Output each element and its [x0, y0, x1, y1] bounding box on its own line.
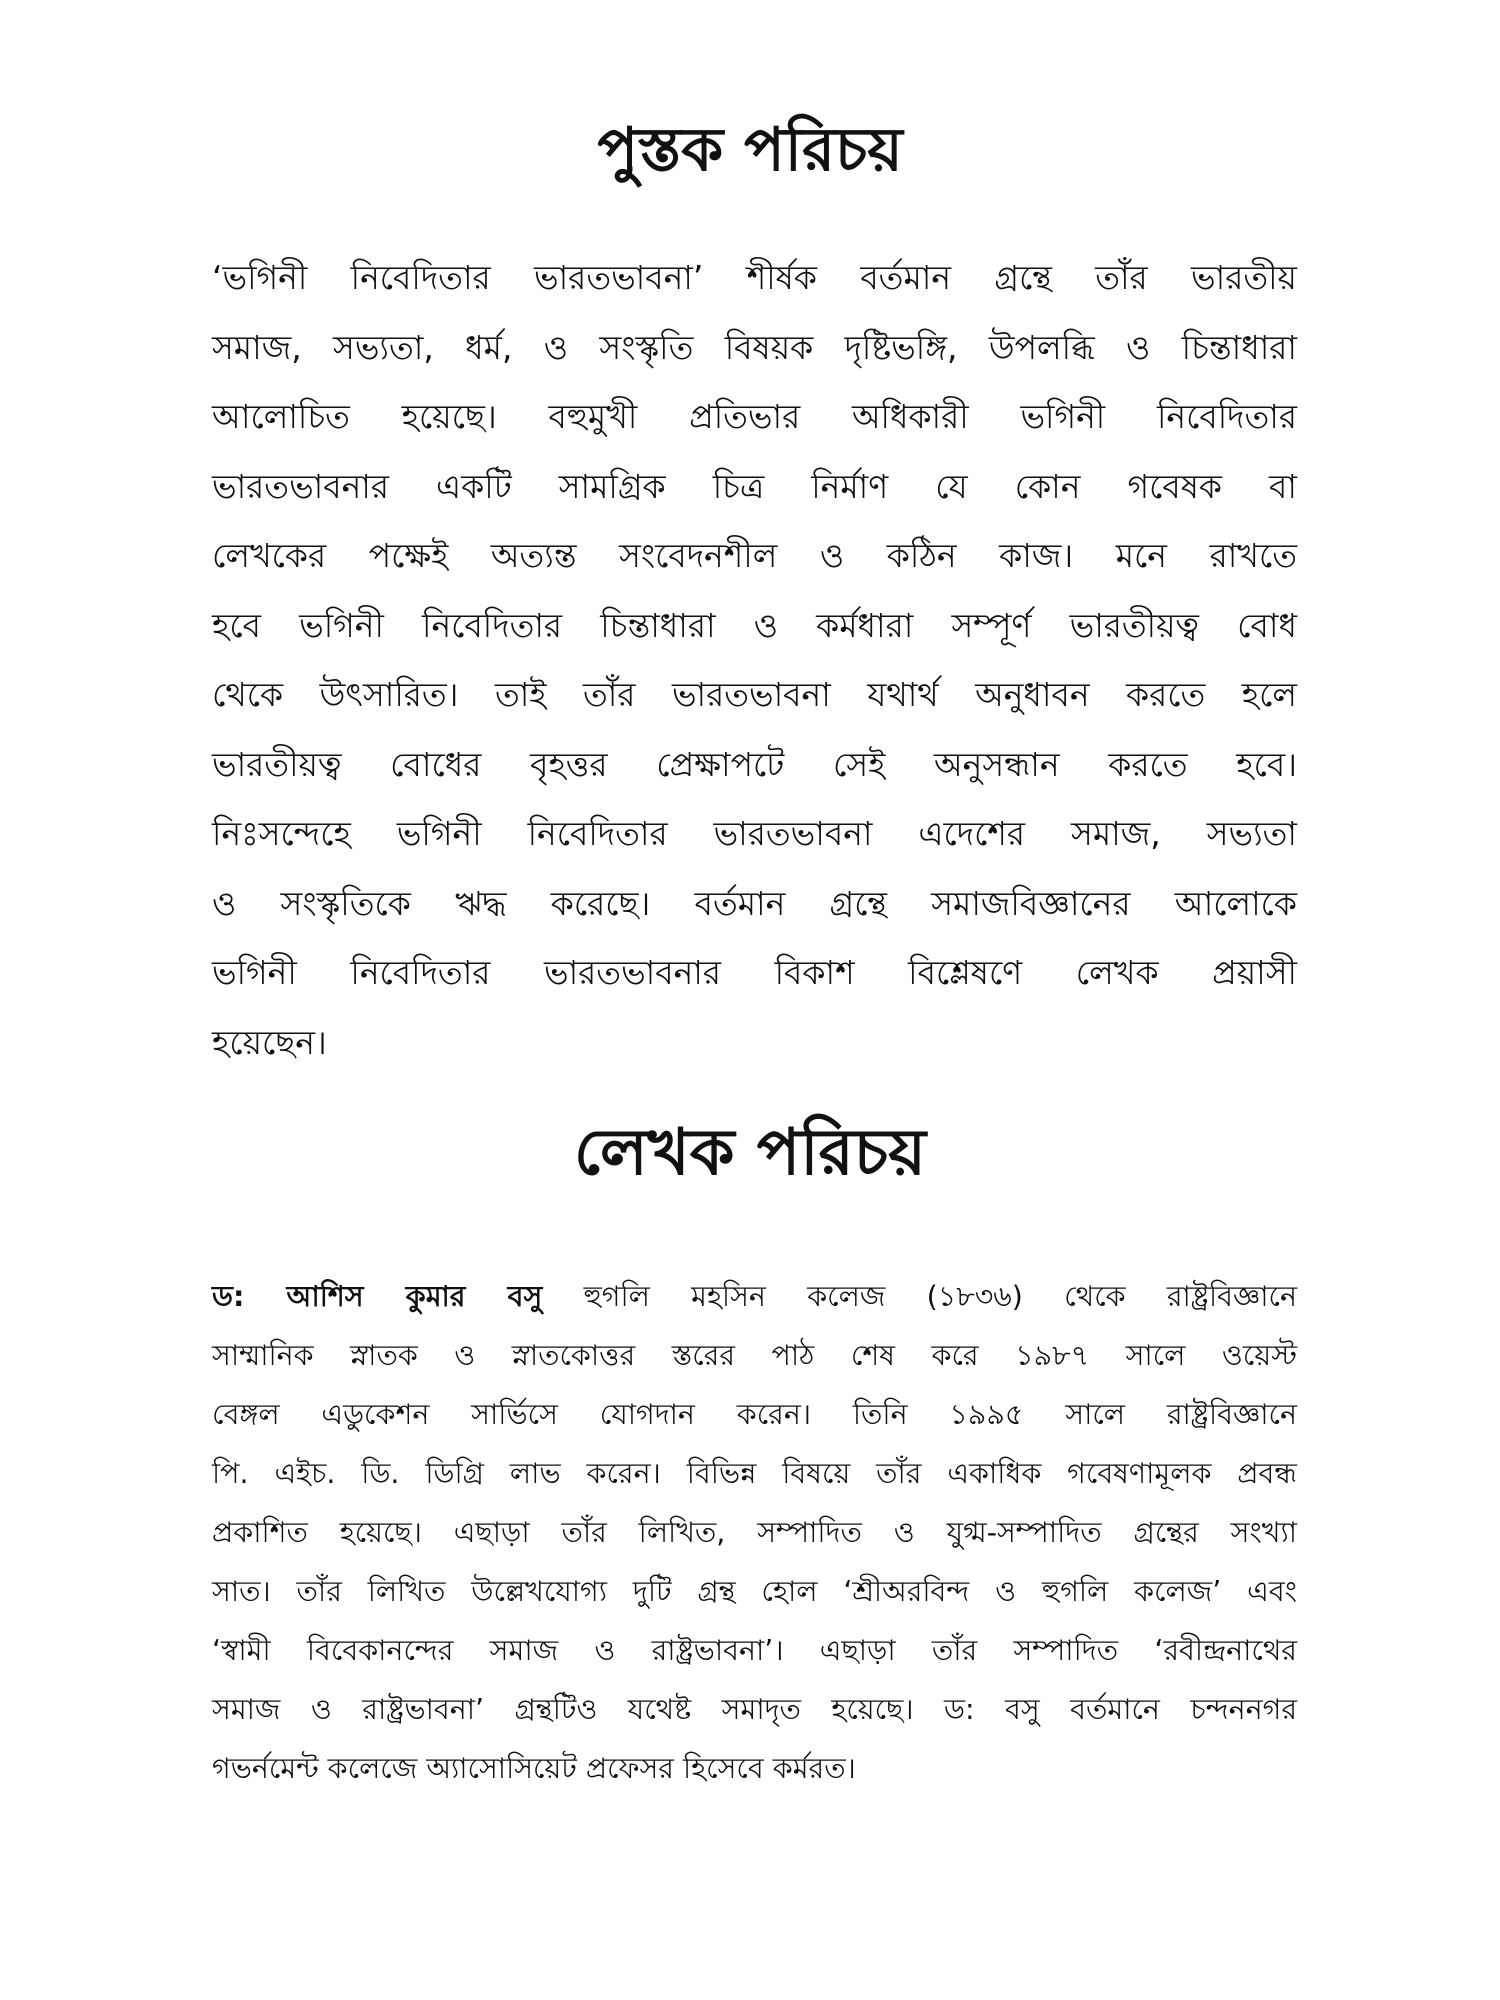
book-intro-line: ‘ভগিনী নিবেদিতার ভারতভাবনা’ শীর্ষক বর্তমান গ্রন্থে তাঁর ভারতীয় — [212, 258, 1297, 297]
author-intro-line: গভর্নমেন্ট কলেজে অ্যাসোসিয়েট প্রফেসর হিসেবে কর্মরত। — [212, 1752, 856, 1785]
book-intro-line: আলোচিত হয়েছে। বহুমুখী প্রতিভার অধিকারী ভগিনী নিবেদিতার — [212, 397, 1297, 436]
author-intro-line: ‘স্বামী বিবেকানন্দের সমাজ ও রাষ্ট্রভাবনা’। এছাড়া তাঁর সম্পাদিত ‘রবীন্দ্রনাথের — [212, 1634, 1297, 1667]
book-intro-paragraph — [212, 243, 1297, 1077]
author-name: ড: আশিস কুমার বসু — [212, 1280, 543, 1313]
author-intro-line: সাত। তাঁর লিখিত উল্লেখযোগ্য দুটি গ্রন্থ হোল ‘শ্রীঅরবিন্দ ও হুগলি কলেজ’ এবং — [212, 1575, 1297, 1608]
book-intro-line: সমাজ, সভ্যতা, ধর্ম, ও সংস্কৃতি বিষয়ক দৃষ্টিভঙ্গি, উপলব্ধি ও চিন্তাধারা — [212, 327, 1297, 367]
author-intro-line: প্রকাশিত হয়েছে। এছাড়া তাঁর লিখিত, সম্পাদিত ও যুগ্ম-সম্পাদিত গ্রন্থের সংখ্যা — [212, 1516, 1297, 1549]
author-intro-first-line — [212, 1267, 1297, 1326]
author-intro-paragraph — [212, 1267, 1297, 1798]
author-intro-line: বেঙ্গল এডুকেশন সার্ভিসে যোগদান করেন। তিনি ১৯৯৫ সালে রাষ্ট্রবিজ্ঞানে — [212, 1398, 1297, 1431]
book-intro-heading: পুস্তক পরিচয় — [597, 115, 903, 185]
author-intro-line: সমাজ ও রাষ্ট্রভাবনা’ গ্রন্থটিও যথেষ্ট সমাদৃত হয়েছে। ড: বসু বর্তমানে চন্দননগর — [212, 1693, 1297, 1726]
author-intro-line: সাম্মানিক স্নাতক ও স্নাতকোত্তর স্তরের পাঠ শেষ করে ১৯৮৭ সালে ওয়েস্ট — [212, 1339, 1297, 1372]
book-intro-line: ও সংস্কৃতিকে ঋদ্ধ করেছে। বর্তমান গ্রন্থে সমাজবিজ্ঞানের আলোকে — [212, 883, 1297, 923]
book-intro-line: হয়েছেন। — [212, 1022, 327, 1062]
author-intro-first-line-text: হুগলি মহসিন কলেজ (১৮৩৬) থেকে রাষ্ট্রবিজ্ঞানে — [542, 1280, 1297, 1313]
author-intro-heading: লেখক পরিচয় — [574, 1116, 926, 1190]
book-intro-line: ভগিনী নিবেদিতার ভারতভাবনার বিকাশ বিশ্লেষণে লেখক প্রয়াসী — [212, 953, 1297, 992]
book-intro-line: নিঃসন্দেহে ভগিনী নিবেদিতার ভারতভাবনা এদেশের সমাজ, সভ্যতা — [212, 814, 1297, 853]
book-intro-line: ভারতভাবনার একটি সামগ্রিক চিত্র নির্মাণ যে কোন গবেষক বা — [212, 466, 1297, 506]
book-intro-line: লেখকের পক্ষেই অত্যন্ত সংবেদনশীল ও কঠিন কাজ। মনে রাখতে — [212, 536, 1297, 575]
book-intro-line: থেকে উৎসারিত। তাই তাঁর ভারতভাবনা যথার্থ অনুধাবন করতে হলে — [212, 675, 1297, 714]
book-intro-line: হবে ভগিনী নিবেদিতার চিন্তাধারা ও কর্মধারা সম্পূর্ণ ভারতীয়ত্ব বোধ — [212, 605, 1297, 645]
author-intro-line: পি. এইচ. ডি. ডিগ্রি লাভ করেন। বিভিন্ন বিষয়ে তাঁর একাধিক গবেষণামূলক প্রবন্ধ — [212, 1457, 1297, 1490]
book-intro-line: ভারতীয়ত্ব বোধের বৃহত্তর প্রেক্ষাপটে সেই অনুসন্ধান করতে হবে। — [212, 744, 1297, 784]
